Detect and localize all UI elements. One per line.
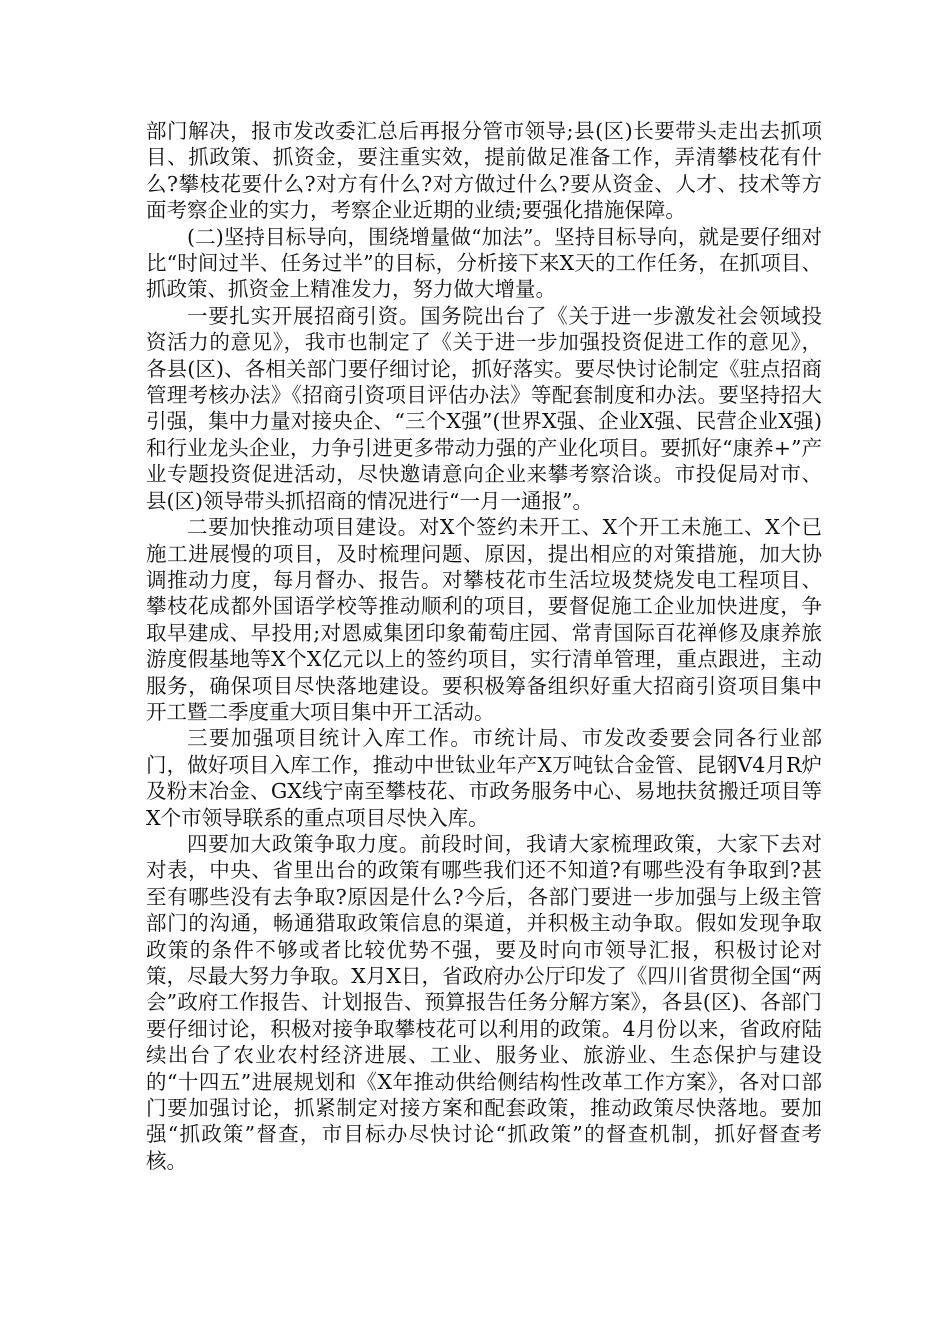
paragraph-investment-promotion: 一要扎实开展招商引资。国务院出台了《关于进一步激发社会领域投资活力的意见》，我市也制定了《关于进一步加强投资促进工作的意见》，各县(区)、各相关部门要仔细讨论，抓好落实。要尽快讨论制定《驻点招商管理考核办法》《招商引资项目评估办法》等配套制度和办法。要坚持招大引强，集中力量对接央企、“三个X强”(世界X强、企业X强、民营企业X强)和行业龙头企业，力争引进更多带动力强的产业化项目。要抓好“康养+”产业专题投资促进活动，尽快邀请意向企业来攀考察洽谈。市投促局对市、县(区)领导带头抓招商的情况进行“一月一通报”。 — [146, 303, 822, 513]
paragraph-policy-efforts: 四要加大政策争取力度。前段时间，我请大家梳理政策，大家下去对对表，中央、省里出台的政策有哪些我们还不知道?有哪些没有争取到?甚至有哪些没有去争取?原因是什么?今后，各部门要进一步加强与上级主管部门的沟通，畅通猎取政策信息的渠道，并积极主动争取。假如发现争取政策的条件不够或者比较优势不强，要及时向市领导汇报，积极讨论对策，尽最大努力争取。X月X日，省政府办公厅印发了《四川省贯彻全国“两会”政府工作报告、计划报告、预算报告任务分解方案》，各县(区)、各部门要仔细讨论，积极对接争取攀枝花可以利用的政策。4月份以来，省政府陆续出台了农业农村经济进展、工业、服务业、旅游业、生态保护与建设的“十四五”进展规划和《X年推动供给侧结构性改革工作方案》，各对口部门要加强讨论，抓紧制定对接方案和配套政策，推动政策尽快落地。要加强“抓政策”督查，市目标办尽快讨论“抓政策”的督查机制，抓好督查考核。 — [146, 831, 822, 1173]
paragraph-project-construction: 二要加快推动项目建设。对X个签约未开工、X个开工未施工、X个已施工进展慢的项目，及时梳理问题、原因，提出相应的对策措施，加大协调推动力度，每月督办、报告。对攀枝花市生活垃圾焚烧发电工程项目、攀枝花成都外国语学校等推动顺利的项目，要督促施工企业加快进度，争取早建成、早投用;对恩威集团印象葡萄庄园、常青国际百花禅修及康养旅游度假基地等X个X亿元以上的签约项目，实行清单管理，重点跟进，主动服务，确保项目尽快落地建设。要积极筹备组织好重大招商引资项目集中开工暨二季度重大项目集中开工活动。 — [146, 515, 822, 724]
paragraph-section-heading: (二)坚持目标导向，围绕增量做“加法”。坚持目标导向，就是要仔细对比“时间过半、任务过半”的目标，分析接下来X天的工作任务，在抓项目、抓政策、抓资金上精准发力，努力做大增量。 — [146, 224, 822, 302]
paragraph-continuation: 部门解决，报市发改委汇总后再报分管市领导;县(区)长要带头走出去抓项目、抓政策、抓资金，要注重实效，提前做足准备工作，弄清攀枝花有什么?攀枝花要什么?对方有什么?对方做过什么?要从资金、人才、技术等方面考察企业的实力，考察企业近期的业绩;要强化措施保障。 — [146, 119, 822, 223]
paragraph-project-statistics: 三要加强项目统计入库工作。市统计局、市发改委要会同各行业部门，做好项目入库工作，推动中世钛业年产X万吨钛合金管、昆钢V4月R炉及粉末冶金、GX线宁南至攀枝花、市政务服务中心、易地扶贫搬迁项目等X个市领导联系的重点项目尽快入库。 — [146, 726, 822, 830]
document-page — [146, 118, 822, 1174]
